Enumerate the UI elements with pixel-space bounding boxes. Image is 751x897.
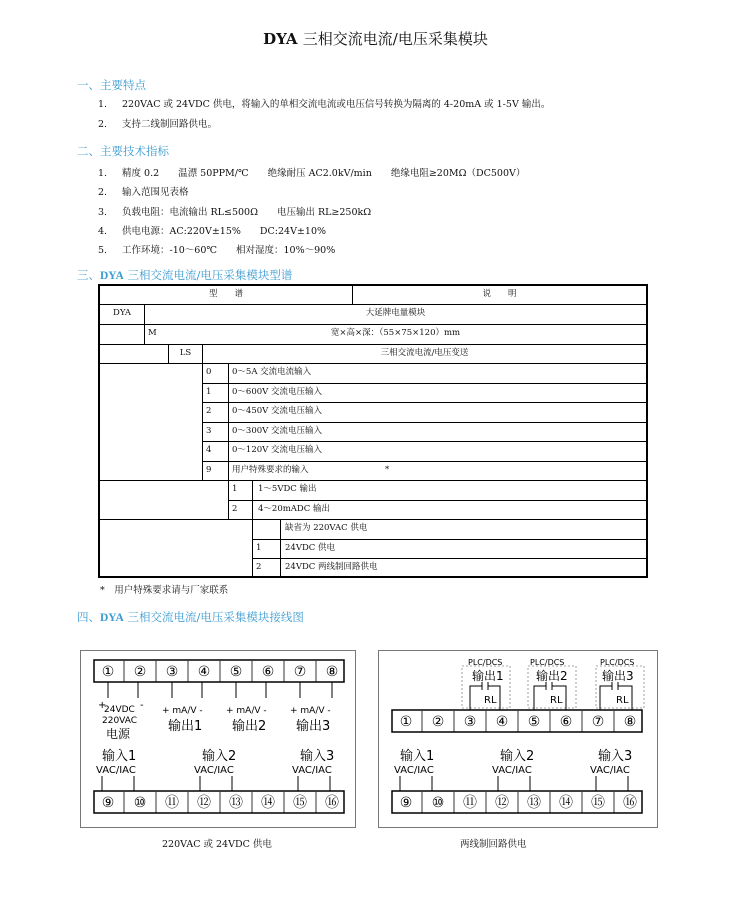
rl-2: RL [550,695,563,706]
spec-item: 2. 输入范围见表格 [98,187,189,198]
power-desc: 24VDC 供电 [285,543,335,553]
section-heading-model-spectrum: 三、DYA 三相交流电流/电压采集模块型谱 [77,268,293,282]
out3-sign: + mA/V - [290,706,331,716]
terminal-2: ② [431,714,445,730]
terminal-15: ⑮ [591,795,605,811]
in3-vac: VAC/IAC [292,765,332,776]
terminal-8: ⑧ [623,714,637,730]
terminal-4: ④ [495,714,509,730]
in1-vac: VAC/IAC [394,765,434,776]
terminal-9: ⑨ [399,795,413,811]
terminal-1: ① [101,664,115,680]
terminal-12: ⑫ [495,795,509,811]
wiring-diagram-power [80,650,356,828]
terminal-4: ④ [197,664,211,680]
in1-label: 输入1 [400,749,435,764]
input-code: 3 [206,426,212,436]
table-note: * 用户特殊要求请与厂家联系 [100,585,229,596]
terminal-12: ⑫ [197,795,211,811]
terminal-5: ⑤ [527,714,541,730]
terminal-14: ⑭ [559,795,573,811]
terminal-7: ⑦ [293,664,307,680]
code-m: M [148,328,157,338]
terminal-16: ⑯ [325,795,339,811]
in1-vac: VAC/IAC [96,765,136,776]
rl-1: RL [484,695,497,706]
top-terminal-block [392,710,642,732]
section-heading-specs: 二、主要技术指标 [77,144,169,158]
plc-label-2: PLC/DCS [530,658,565,667]
code-ls: LS [179,348,192,358]
feature-item: 2. 支持二线制回路供电。 [98,119,218,130]
terminal-10: ⑩ [133,795,147,811]
input-desc: 0～5A 交流电流输入 [232,367,312,377]
rl-3: RL [616,695,629,706]
code-dya: DYA [113,308,131,318]
power-label: 电源 [106,727,131,741]
out1-sign: + mA/V - [162,706,203,716]
input-desc: 0～300V 交流电压输入 [232,426,322,436]
terminal-5: ⑤ [229,664,243,680]
desc-dimensions: 宽×高×深：（55×75×120）mm [330,328,461,338]
out2-label: 输出2 [536,669,568,683]
spec-item: 5. 工作环境：-10～60℃ 相对湿度：10%～90% [98,245,336,256]
input-desc: 0～450V 交流电压输入 [232,406,322,416]
in2-vac: VAC/IAC [194,765,234,776]
spec-item: 3. 负载电阻：电流输出 RL≤500Ω 电压输出 RL≥250kΩ [98,207,372,218]
terminal-10: ⑩ [431,795,445,811]
terminal-14: ⑭ [261,795,275,811]
power-desc: 缺省为 220VAC 供电 [285,523,368,533]
header-description: 说 明 [482,289,517,299]
feature-item: 1. 220VAC 或 24VDC 供电，将输入的单相交流电流或电压信号转换为隔离的 4-20mA 或 1-5V 输出。 [98,99,551,110]
out2-sign: + mA/V - [226,706,267,716]
spec-item: 4. 供电电源：AC:220V±15% DC:24V±10% [98,226,327,237]
caption-two-wire: 两线制回路供电 [460,839,527,850]
plc-label-3: PLC/DCS [600,658,635,667]
in2-label: 输入2 [500,749,535,764]
header-model: 型 谱 [208,289,243,299]
terminal-13: ⑬ [527,795,541,811]
terminal-7: ⑦ [591,714,605,730]
out1-label: 输出1 [472,669,504,683]
terminal-3: ③ [165,664,179,680]
input-desc: 0～120V 交流电压输入 [232,445,322,455]
in2-vac: VAC/IAC [492,765,532,776]
spec-item: 1. 精度 0.2 温漂 50PPM/℃ 绝缘耐压 AC2.0kV/min 绝缘电阻≥20MΩ（DC500V） [98,168,526,179]
minus-sign: - [140,700,144,711]
desc-brand: 大延牌电量模块 [365,308,426,318]
output-desc: 4～20mADC 输出 [258,504,330,514]
page-title: DYA 三相交流电流/电压采集模块 [263,30,488,48]
in3-vac: VAC/IAC [590,765,630,776]
in3-label: 输入3 [300,749,335,764]
model-table [98,284,648,578]
input-desc: 用户特殊要求的输入 * [232,465,390,475]
terminal-16: ⑯ [623,795,637,811]
plc-label-1: PLC/DCS [468,658,503,667]
input-code: 4 [206,445,212,455]
in2-label: 输入2 [202,749,237,764]
section-heading-features: 一、主要特点 [77,78,146,92]
terminal-13: ⑬ [229,795,243,811]
wiring-diagram-two-wire [378,650,658,828]
out3-label: 输出3 [296,719,331,734]
section-heading-wiring: 四、DYA 三相交流电流/电压采集模块接线图 [77,610,304,624]
out3-label: 输出3 [602,669,634,683]
out1-label: 输出1 [168,719,203,734]
input-code: 1 [206,387,212,397]
terminal-3: ③ [463,714,477,730]
input-code: 0 [206,367,212,377]
terminal-15: ⑮ [293,795,307,811]
power-code: 1 [256,543,262,553]
output-code: 1 [232,484,238,494]
input-desc: 0～600V 交流电压输入 [232,387,322,397]
terminal-9: ⑨ [101,795,115,811]
caption-power: 220VAC 或 24VDC 供电 [162,839,272,850]
in3-label: 输入3 [598,749,633,764]
terminal-1: ① [399,714,413,730]
input-code: 2 [206,406,212,416]
terminal-2: ② [133,664,147,680]
terminal-11: ⑪ [165,795,179,811]
terminal-11: ⑪ [463,795,477,811]
out2-label: 输出2 [232,719,267,734]
power-desc: 24VDC 两线制回路供电 [285,562,378,572]
power-code: 2 [256,562,262,572]
terminal-6: ⑥ [261,664,275,680]
top-terminal-block [94,660,344,682]
plus-sign: + [98,700,107,711]
terminal-8: ⑧ [325,664,339,680]
power-220vac: 220VAC [102,716,138,726]
in1-label: 输入1 [102,749,137,764]
desc-three-phase: 三相交流电流/电压变送 [380,348,469,358]
input-code: 9 [206,465,212,475]
terminal-6: ⑥ [559,714,573,730]
output-code: 2 [232,504,238,514]
power-24vdc: 24VDC [104,705,135,715]
output-desc: 1～5VDC 输出 [258,484,317,494]
